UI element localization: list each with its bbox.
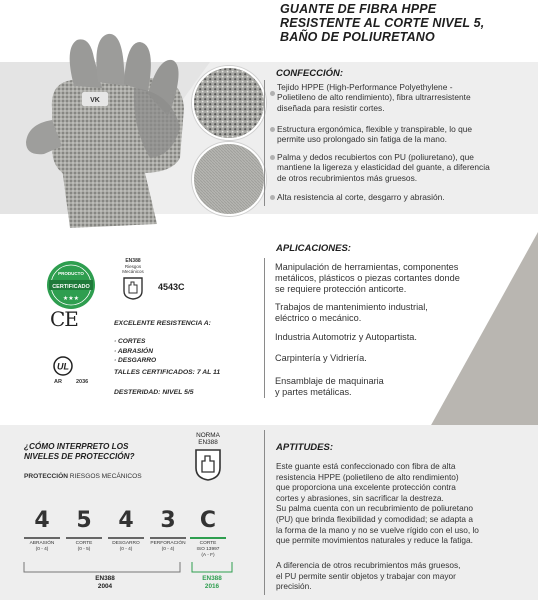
- digit-underline-new: [190, 537, 226, 539]
- aplicaciones-item: Trabajos de mantenimiento industrial, eléctrico o mecánico.: [275, 302, 428, 324]
- hand-shield-icon: [122, 276, 144, 300]
- ul-mark-icon: [53, 356, 73, 376]
- tear-label: DESGARRO (0 - 4): [112, 541, 140, 552]
- confeccion-divider: [264, 80, 265, 206]
- confeccion-heading: CONFECCIÓN:: [276, 68, 344, 79]
- sizes-text: TALLES CERTIFICADOS: 7 AL 11: [114, 369, 221, 376]
- page-title: GUANTE DE FIBRA HPPE RESISTENTE AL CORTE NIVEL 5, BAÑO DE POLIURETANO: [280, 2, 485, 44]
- cut-level: 5: [76, 508, 92, 533]
- en388-code: 4543C: [158, 282, 185, 292]
- digit-underline: [24, 537, 60, 539]
- svg-text:★★★: ★★★: [62, 295, 80, 302]
- aplicaciones-heading: APLICACIONES:: [276, 243, 351, 254]
- interpret-question: ¿CÓMO INTERPRETO LOS NIVELES DE PROTECCIÓN?: [24, 442, 135, 461]
- svg-text:UL: UL: [57, 361, 69, 372]
- aptitudes-paragraph: Este guante está confeccionado con fibra de alta resistencia HPPE (polietileno de alto rendimiento) que proporciona una excelente protección contra cortes y abrasiones, sin sacrificar la destreza. Su palma cuenta con un recubrimiento de poliuretano (PU) que brinda flexibilidad y comodidad; se adapta a la forma de la mano y no se vuelve rígido con el uso, lo que permite movimientos naturales y reduce la fatiga.: [276, 461, 479, 546]
- cut-label: CORTE (0 - 5): [75, 541, 93, 552]
- bullet: [270, 91, 275, 96]
- certified-badge: [46, 260, 96, 310]
- bullet: [270, 195, 275, 200]
- badge-main-text: CERTIFICADO: [52, 284, 90, 290]
- bullet: [270, 127, 275, 132]
- aplicaciones-divider: [264, 258, 265, 398]
- ce-mark-icon: CE: [50, 307, 78, 331]
- hand-shield-icon: [193, 448, 223, 482]
- iso-cut-label: CORTE ISO 13997 (A - F): [196, 541, 220, 558]
- bullet: [270, 155, 275, 160]
- aptitudes-divider: [264, 430, 265, 595]
- dexterity-text: DESTERIDAD: NIVEL 5/5: [114, 389, 194, 396]
- badge-top-text: PRODUCTO: [58, 271, 84, 276]
- standard-2004: EN388 2004: [95, 575, 115, 590]
- puncture-level: 3: [160, 508, 176, 533]
- ul-number: 2036: [76, 379, 89, 385]
- abrasion-label: ABRASIÓN (0 - 4): [29, 541, 55, 552]
- glove-image: [22, 28, 212, 228]
- tear-level: 4: [118, 508, 134, 533]
- norma-badge: NORMA EN388: [183, 432, 233, 487]
- confeccion-item: Palma y dedos recubiertos con PU (poliuretano), que mantiene la ligereza y elasticidad del guante, a diferencia de otros recubrimientos más gruesos.: [277, 152, 490, 183]
- confeccion-item: Tejido HPPE (High-Performance Polyethylene - Polietileno de alto rendimiento), fibra ultrarresistente diseñada para resistir cortes.: [277, 82, 471, 113]
- glove-brand-tag: VK: [90, 97, 100, 104]
- digit-underline: [108, 537, 144, 539]
- aplicaciones-item: Carpintería y Vidriería.: [275, 353, 367, 363]
- ul-ar-label: AR: [54, 379, 62, 385]
- aptitudes-heading: APTITUDES:: [276, 442, 333, 453]
- puncture-label: PERFORACIÓN (0 - 4): [150, 541, 186, 552]
- protection-label: PROTECCIÓN RIESGOS MECÁNICOS: [24, 473, 142, 480]
- fiber-detail-image: [192, 66, 266, 140]
- iso-cut-level: C: [199, 508, 217, 533]
- standard-2016: EN388 2016: [202, 575, 222, 590]
- aplicaciones-item: Ensamblaje de maquinaria y partes metálicas.: [275, 376, 384, 398]
- aptitudes-paragraph: A diferencia de otros recubrimientos más gruesos, el PU permite sentir objetos y trabajar con mayor precisión.: [276, 560, 461, 592]
- aplicaciones-item: Manipulación de herramientas, componentes metálicos, plásticos o piezas cortantes donde se requiere protección anticorte.: [275, 262, 460, 295]
- resistance-list: · CORTES · ABRASIÓN · DESGARRO: [114, 338, 157, 365]
- resistance-heading: EXCELENTE RESISTENCIA A:: [114, 320, 211, 327]
- confeccion-item: Alta resistencia al corte, desgarro y abrasión.: [277, 192, 445, 202]
- aplicaciones-item: Industria Automotriz y Autopartista.: [275, 332, 417, 342]
- digit-underline: [66, 537, 102, 539]
- digit-underline: [150, 537, 186, 539]
- confeccion-item: Estructura ergonómica, flexible y transpirable, lo que permite uso prolongado sin fatiga de la mano.: [277, 124, 473, 145]
- en388-mini: EN388 Riesgos Mecánicos: [118, 258, 148, 305]
- coating-detail-image: [192, 142, 266, 216]
- abrasion-level: 4: [34, 508, 50, 533]
